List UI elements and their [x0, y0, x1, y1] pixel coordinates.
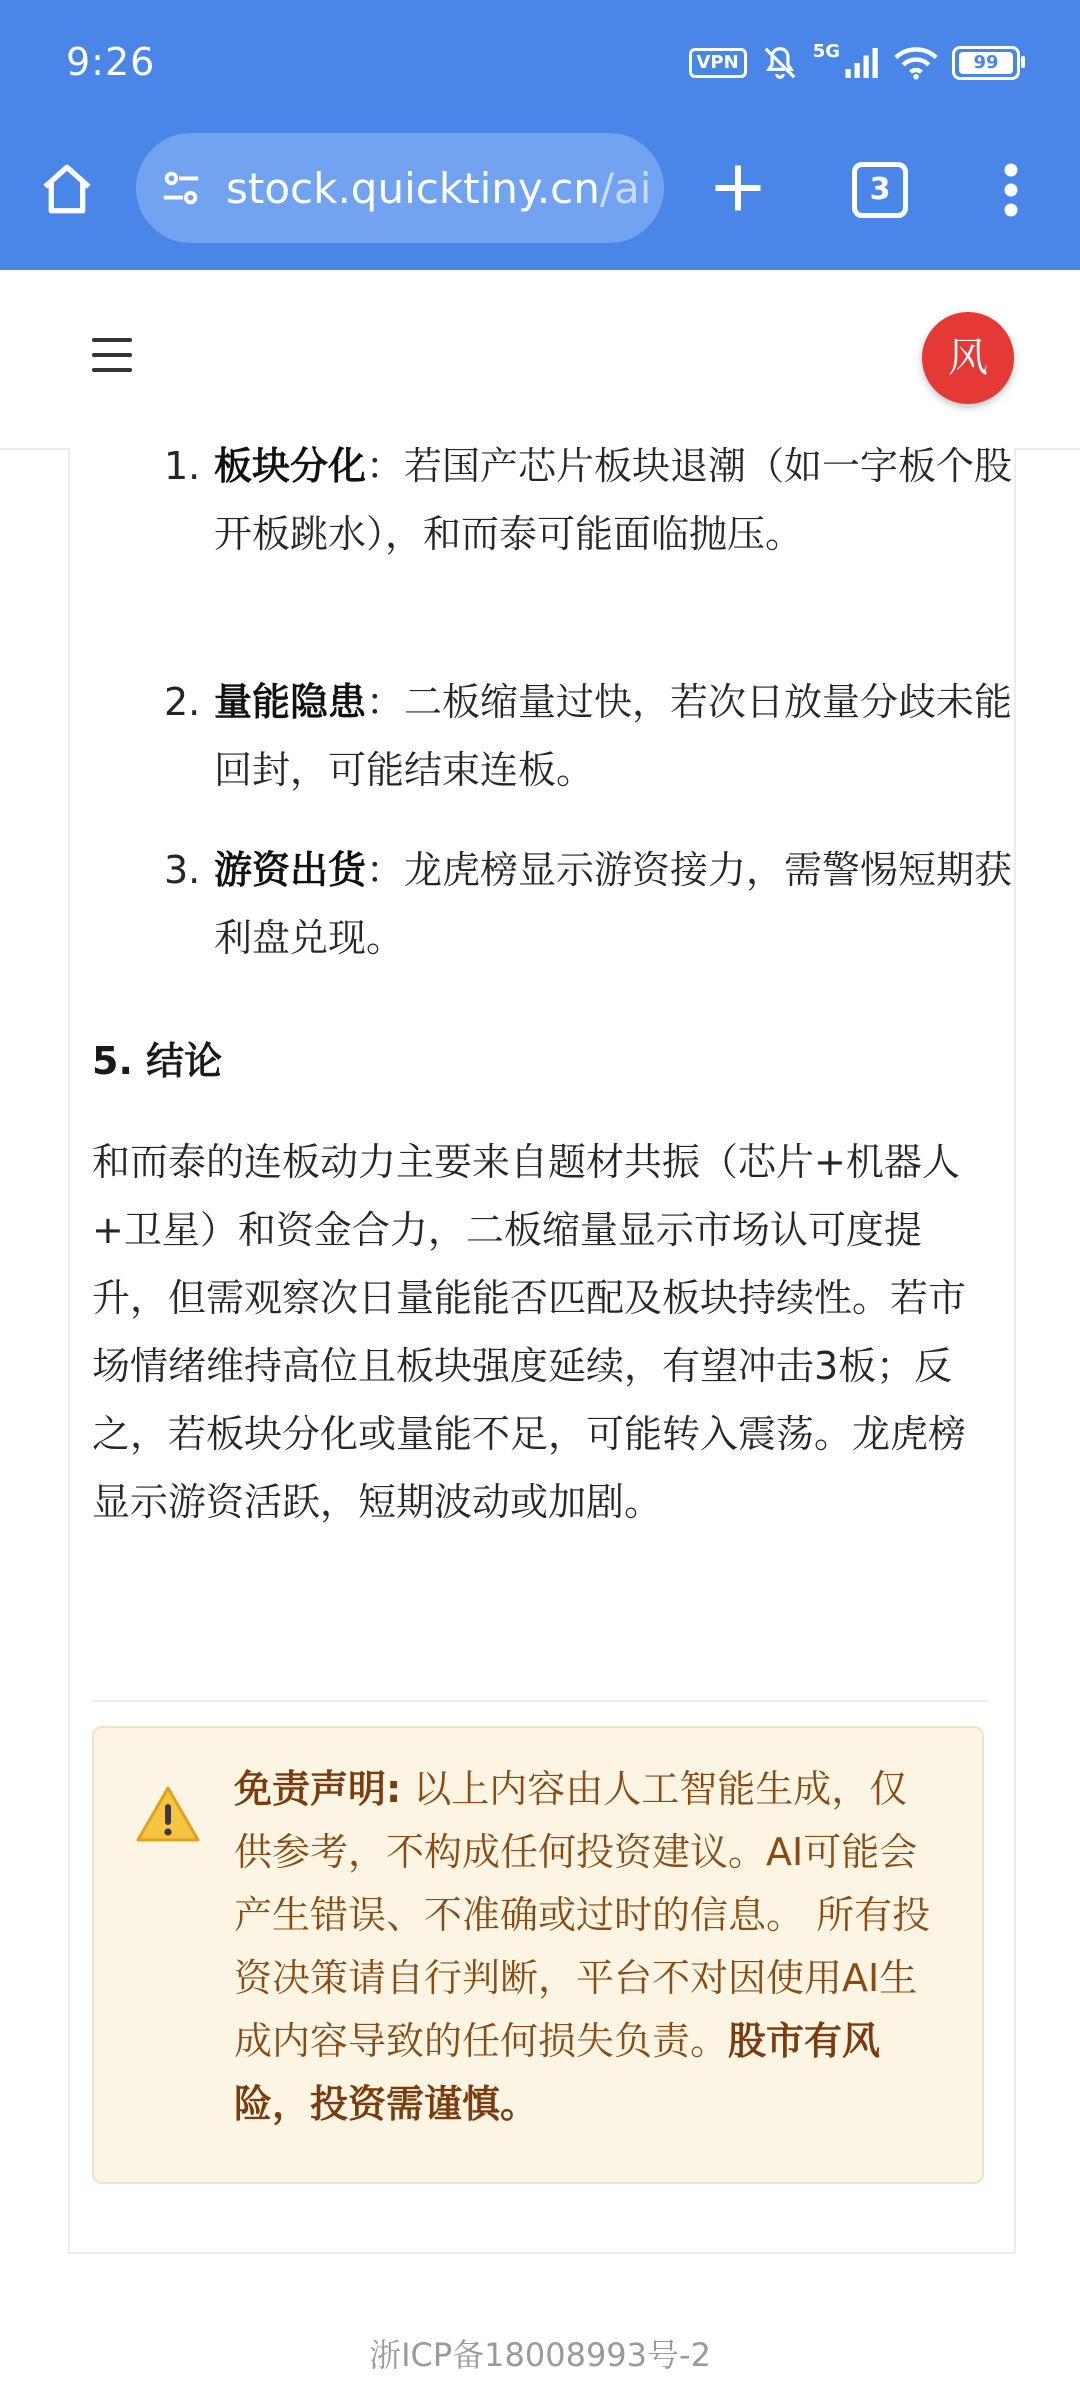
risk-title: 量能隐患 [214, 680, 367, 724]
divider [92, 1700, 988, 1702]
disclaimer-text [234, 1758, 934, 2136]
battery-icon [952, 46, 1020, 80]
risk-item [164, 432, 1034, 568]
url-text[interactable] [226, 164, 651, 213]
hamburger-icon[interactable] [92, 338, 132, 372]
address-bar[interactable] [136, 133, 664, 243]
risk-title: 板块分化 [214, 444, 367, 488]
risk-number: 1. [164, 444, 201, 488]
tabs-icon[interactable]: 3 [852, 162, 908, 218]
icp-footer[interactable]: 浙ICP备18008993号-2 [369, 2336, 711, 2374]
vpn-icon: VPN [689, 48, 747, 78]
risk-number: 2. [164, 680, 201, 724]
conclusion-text: 和而泰的连板动力主要来自题材共振（芯片+机器人+卫星）和资金合力，二板缩量显示市场认可度提升，但需观察次日量能能否匹配及板块持续性。若市场情绪维持高位且板块强度延续，有望冲击3板；反之，若板块分化或量能不足，可能转入震荡。龙虎榜显示游资活跃，短期波动或加剧。 [92, 1140, 967, 1524]
disclaimer-box [92, 1726, 984, 2184]
home-icon[interactable] [38, 160, 96, 218]
status-icons [689, 40, 1021, 82]
disclaimer-body: 以上内容由人工智能生成，仅供参考，不构成任何投资建议。AI可能会产生错误、不准确或过时的信息。 所有投资决策请自行判断，平台不对因使用AI生成内容导致的任何损失负责。 [234, 1767, 931, 2063]
warning-icon [136, 1784, 200, 1844]
browser-chrome [0, 0, 1080, 270]
add-tab-icon[interactable] [708, 158, 768, 218]
tune-icon[interactable] [158, 165, 204, 211]
avatar[interactable]: 风 [922, 312, 1014, 404]
risk-item [164, 836, 1034, 972]
risk-number: 3. [164, 848, 201, 892]
risk-title: 游资出货 [214, 848, 367, 892]
disclaimer-emphasis: 股市有风险，投资需谨慎。 [234, 2019, 881, 2126]
mute-icon [761, 44, 799, 82]
risk-item [164, 668, 1034, 804]
risk-text: ：二板缩量过快，若次日放量分歧未能回封，可能结束连板。 [214, 680, 1013, 792]
url-domain: stock.quicktiny.cn [226, 163, 600, 213]
url-path: /ai [599, 163, 652, 213]
risk-text: ：龙虎榜显示游资接力，需警惕短期获利盘兑现。 [214, 848, 1013, 960]
disclaimer-label: 免责声明: [234, 1767, 402, 1811]
risk-text: ：若国产芯片板块退潮（如一字板个股开板跳水），和而泰可能面临抛压。 [214, 444, 1013, 556]
battery-level: 99 [959, 52, 1013, 74]
network-type: 5G [812, 40, 840, 62]
more-vert-icon[interactable] [1000, 160, 1022, 220]
site-header [0, 270, 1080, 450]
status-time: 9:26 [66, 40, 156, 84]
wifi-icon [894, 46, 938, 80]
signal-icon [844, 48, 880, 78]
section-heading: 5. 结论 [92, 1039, 223, 1083]
